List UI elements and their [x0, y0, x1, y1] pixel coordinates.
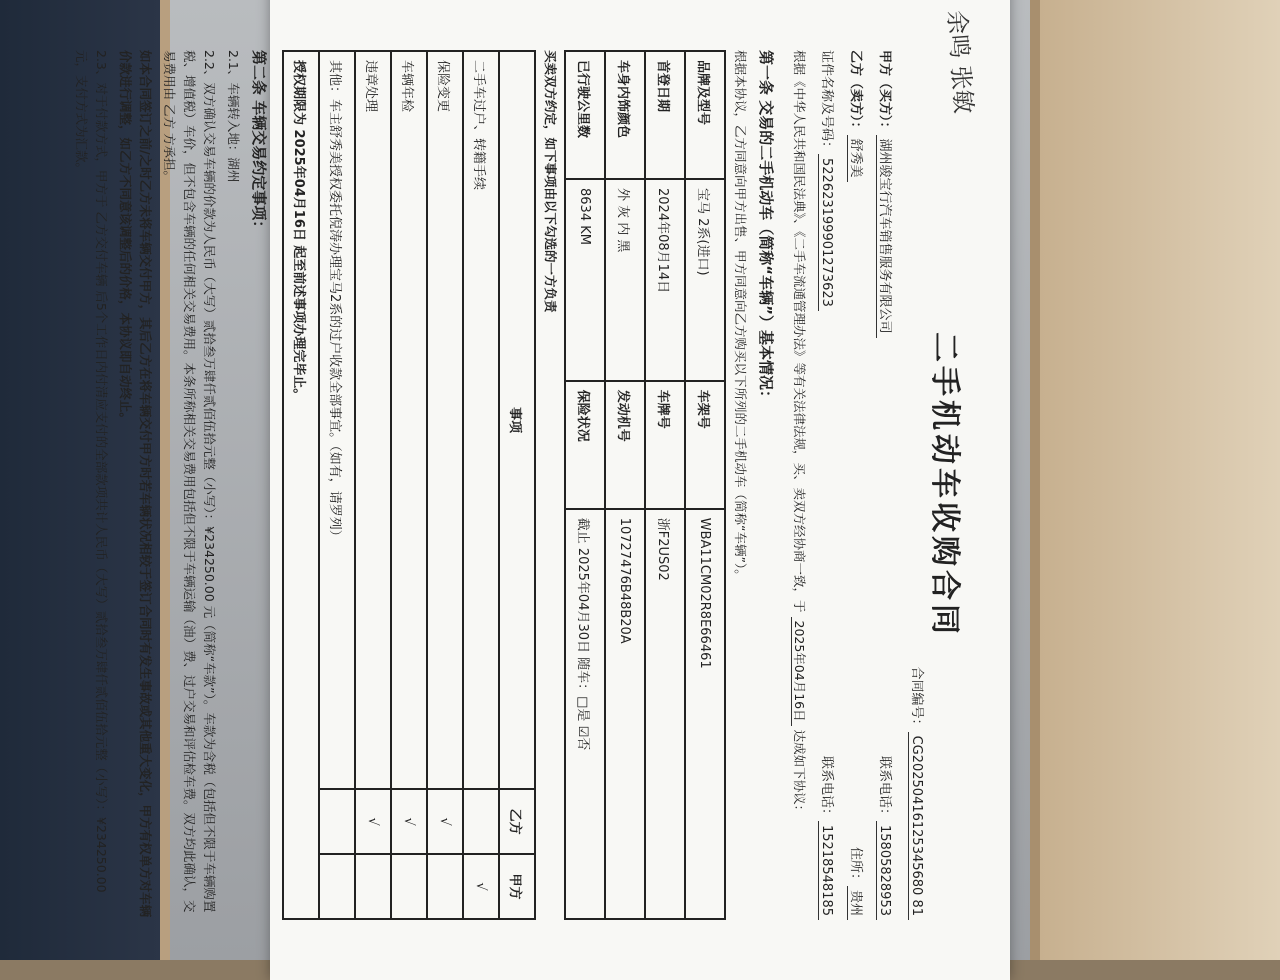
table-row: 二手车过户、转籍手续 √	[463, 51, 499, 919]
party-b-row: 乙方（卖方）：舒秀美 住所：贵州	[848, 50, 867, 920]
handwritten-signature: 余鸣 张敏	[942, 9, 978, 115]
duty-table: 事项 乙方 甲方 二手车过户、转籍手续 √ 保险变更 √ 车辆年检 √ 违章处理 √ 其他：车主舒秀美授权委托倪涛办理宝马2系的过户收款全部事宜。（如有，请罗列） 授权期限为 2025年04月16日 起至前述事项办理完毕止。	[282, 50, 536, 920]
contract-paper	[74, 0, 1010, 980]
basis-text: 根据《中华人民共和国民法典》、《二手车流通管理办法》等有关法律法规，买、卖双方经协商一致，于 2025年04月16日 达成如下协议：	[792, 50, 807, 818]
clause-2-2-bold: 如本合同签订之前/之时乙方未将车辆交付甲方，其后乙方在将车辆交付甲方时若车辆状况相较于签订合同时有发生事故或其他重大变化，甲方有权单方对车辆价款进行调整，如乙方不同意该调整后的价格，本协议即自动终止。	[118, 50, 153, 918]
contract-title: 二手机动车收购合同	[927, 332, 962, 638]
section-2-title: 第二条 车辆交易约定事项：	[250, 50, 268, 236]
id-row: 证件名称及号码：522623199901273623 联系电话：15218548185	[819, 50, 838, 920]
table-row: 其他：车主舒秀美授权委托倪涛办理宝马2系的过户收款全部事宜。（如有，请罗列）	[319, 51, 355, 919]
table-row: 车辆年检 √	[391, 51, 427, 919]
clause-2-2: 2.2、双方确认交易车辆的价款为人民币（大写）贰拾叁万肆仟贰佰伍拾元整（小写）：¥234250.00 元（简称“车款”）。车款为含税（包括但不限于车辆购置税、增值税）车价，但不包含车辆的任何相关交易费用。本条所称相关交易费用包括但不限于车辆运输（油）费、过户交易和评估检车费。双方均此确认，交易费用由 乙方 方承担。	[162, 50, 217, 913]
party-a-row: 甲方（买方）：湖州骏宝行汽车销售服务有限公司 联系电话：15805828953	[877, 50, 896, 920]
clause-2-3: 2.3、对于付款方式，甲方于 乙方交付车辆 后5个工作日内付清应支付的全部款项共计人民币（大写）贰拾叁万肆仟贰佰伍拾元整（小写）：¥234250.00 元，支付方式为汇款。	[74, 50, 109, 893]
section-1-title: 第一条 交易的二手机动车（简称“车辆”）基本情况：	[757, 50, 775, 405]
vehicle-info-table: 品牌及型号 宝马 2系(进口) 车架号 WBA11CM02R8E66461 首登日期 2024年08月14日 车牌号 浙F2US02 车身内饰颜色 外 灰 内 黑 发动机号 10727476B48B20A 已行驶公里数 8634 KM 保险状况 截止 2025年04月30日 随车：□是 ☑否	[564, 50, 726, 920]
clause-2-1: 2.1、车辆转入地：湖州	[226, 50, 241, 183]
duty-intro: 买卖双方约定，如下事项由以下勾选的一方负责	[543, 50, 558, 313]
table-row: 保险变更 √	[427, 51, 463, 919]
contract-number: 合同编号：CG20250416125345680 81	[909, 667, 928, 920]
section-1-intro: 根据本协议，乙方同意向甲方出售、甲方同意向乙方购买以下所列的二手机动车（简称“车辆”）。	[733, 50, 748, 582]
contract-document	[67, 9, 978, 920]
table-row: 违章处理 √	[355, 51, 391, 919]
